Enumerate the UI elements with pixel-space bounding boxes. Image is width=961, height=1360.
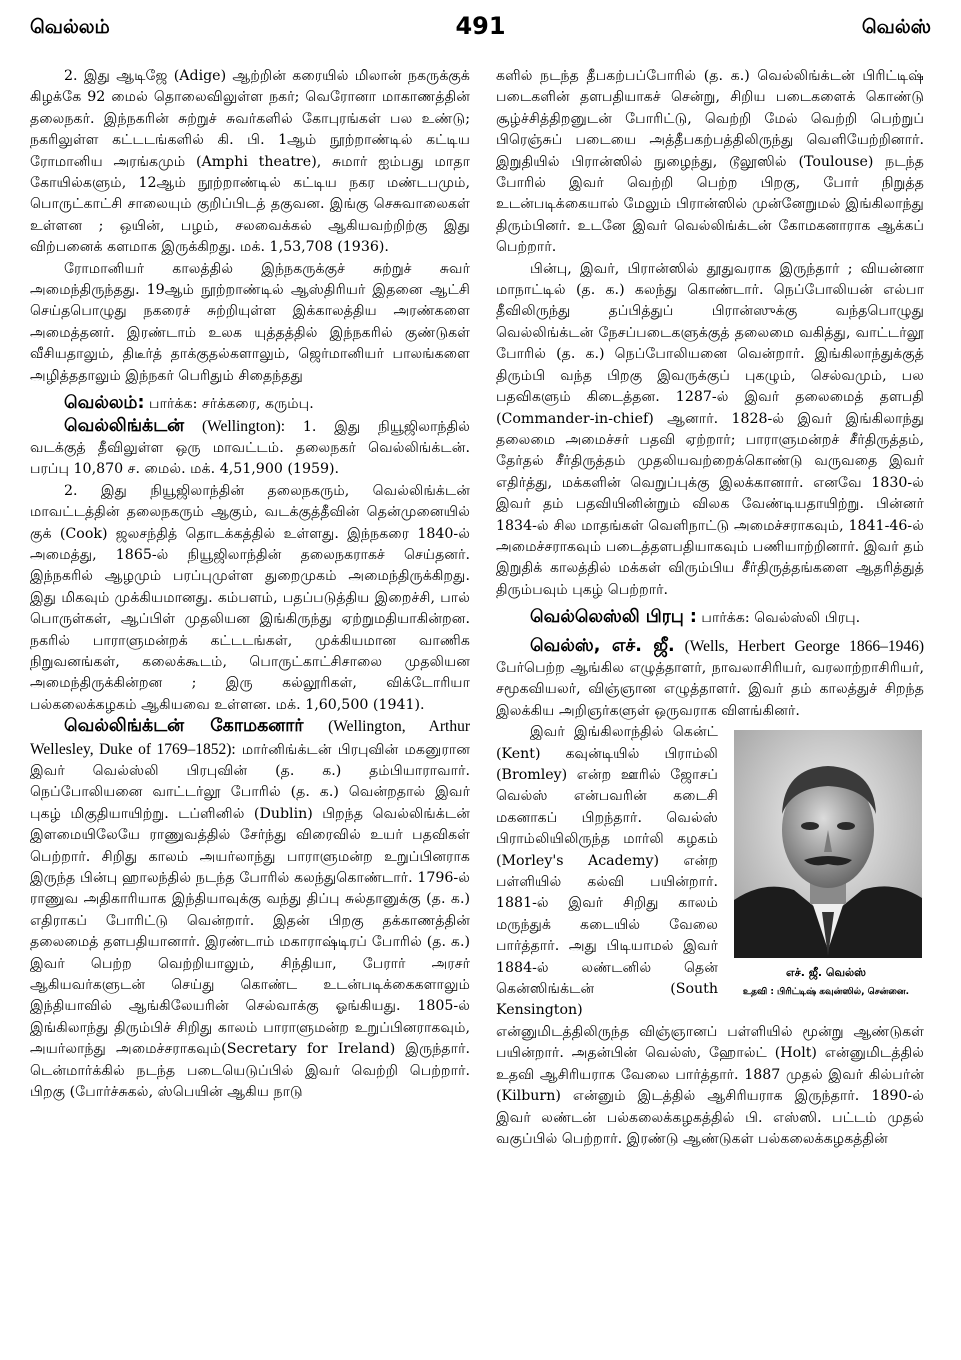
entry-vellam [30, 393, 470, 415]
paragraph-wells-biography: இவர் இங்கிலாந்தில் கென்ட் (Kent) கவுன்டியில் பிராம்லி (Bromley) என்ற ஊரில் ஜோசப் வெல்ஸ் என்பவரின் கடைசி மகனாகப் பிறந்தார். வெல்ஸ் பிராம்லியிலிருந்த மார்லி கழகம் (Morley's Academy) என்ற பள்ளியில் கல்வி பயின்றார். 1881-ல் இவர் சிறிது காலம் மருந்துக் கடையில் வேலை பார்த்தார். அது பிடியாமல் இவர் 1884-ல் லண்டனில் தென் கென்ஸிங்க்டன் (South Kensington) என்னுமிடத்திலிருந்த விஞ்ஞானப் பள்ளியில் மூன்று ஆண்டுகள் பயின்றார். அதன்பின் வெல்ஸ், ஹோல்ட் (Holt) என்னுமிடத்தில் உதவி ஆசிரியராக வேலை பார்த்தார். 1887 முதல் இவர் கில்பர்ன் (Kilburn) என்னும் இடத்தில் ஆசிரியராக இருந்தார். 1890-ல் இவர் லண்டன் பல்கலைக்கழகத்தில் பி. எஸ்ஸி. பட்டம் முதல் வகுப்பில் பெற்றார். இரண்டு ஆண்டுகள் பல்கலைக்கழகத்தின் [496, 724, 924, 1147]
running-head-left: வெல்லம் [30, 16, 110, 38]
headword-vellam: வெல்லம்: [64, 393, 145, 414]
headword-duke-of-wellington: வெல்லிங்க்டன் கோமகனார் [64, 716, 304, 737]
entry-wellesley-text: பார்க்க: வெல்ஸ்லி பிரபு. [701, 610, 861, 627]
headword-hg-wells-english: (Wells, Herbert George 1866–1946) [684, 637, 924, 655]
entry-duke-of-wellington [30, 716, 470, 1103]
portrait-caption: எச். ஜீ. வெல்ஸ் [786, 966, 866, 980]
running-head-right: வெல்ஸ் [861, 16, 931, 38]
entry-vellam-text: பார்க்க: சர்க்கரை, கரும்பு. [149, 396, 314, 413]
entry-wellesley [496, 607, 924, 629]
portrait-credit: உதவி : பிரிட்டிஷ் கவுன்ஸில், சென்னை. [742, 986, 910, 997]
paragraph-wellington-city: 2. இது நியூஜிலாந்தின் தலைநகரும், வெல்லிங்க்டன் மாவட்டத்தின் தலைநகரும் ஆகும், வடக்குத்தீவின் தென்முனையில் குக் (Cook) ஜலசந்தித் தொடக்கத்தில் உள்ளது. இந்நகரை 1840-ல் அமைத்து, 1865-ல் நியூஜிலாந்தின் தலைநகராகச் செய்தனர். இந்நகரில் ஆழமும் பரப்புமுள்ள துறைமுகம் அமைந்திருக்கிறது. இது மிகவும் முக்கியமானது. கம்பளம், பதப்படுத்திய இறைச்சி, பால் பொருள்கள், ஆப்பிள் முதலியன இங்கிருந்து ஏற்றுமதியாகின்றன. நகரில் பாராளுமன்றக் கட்டடங்கள், முக்கியமான வாணிக நிறுவனங்கள், கலைக்கூடம், பொருட்காட்சிசாலை முதலியன அமைந்திருக்கின்றன ; இரு கல்லூரிகள், விக்டோரியா பல்கலைக்கழகம் ஆகியவை உள்ளன. மக். 1,60,500 (1941). [30, 482, 470, 713]
left-column [30, 66, 470, 1104]
page-number: 491 [455, 12, 506, 40]
headword-wellington-english: (Wellington): [201, 417, 286, 435]
paragraph-peninsular-war: களில் நடந்த தீபகற்பப்போரில் (த. க.) வெல்லிங்க்டன் பிரிட்டிஷ் படைகளின் தளபதியாகச் சென்று, சிறிய படைகளைக் கொண்டு சூழ்ச்சித்திறனுடன் போரிட்டு, வெற்றி மேல் வெற்றி பெற்றுப் பிரெஞ்சுப் படையை அத்தீபகற்பத்திலிருந்து வெளியேற்றினார். இறுதியில் பிரான்ஸில் நுழைந்து, டூலூஸில் (Toulouse) நடந்த போரில் இவர் வெற்றி பெற்ற பிறகு, போர் நிறுத்த உடன்படிக்கையால் மேலும் பிரான்ஸில் முன்னேறுமல் இங்கிலாந்து திரும்பினர். உடனே இவர் வெல்லிங்க்டன் கோமகனாராக ஆக்கப் பெற்றார். [496, 68, 924, 256]
paragraph-wellington-later: பின்பு, இவர், பிரான்ஸில் தூதுவராக இருந்தார் ; வியன்னா மாநாட்டில் (த. க.) கலந்து கொண்டார். நெப்போலியன் எல்பா தீவிலிருந்து தப்பித்துப் பிரான்ஸுக்கு வந்தபொழுது வெல்லிங்க்டன் நேசப்படைகளுக்குத் தலைமை வகித்து, வாட்டர்லூ போரில் (த. க.) நெப்போலியனை வென்றார். இங்கிலாந்துக்குத் திரும்பி வந்த பிறகு இவருக்குப் புகழும், செல்வமும், பல பதவிகளும் கிடைத்தன. 1287-ல் இவர் தலைமைத் தளபதி (Commander-in-chief) ஆனார். 1828-ல் இவர் இங்கிலாந்து தலைமை அமைச்சர் பதவி ஏற்றார்; பாராளுமன்றச் சீர்திருத்தம், தேர்தல் சீர்திருத்தம் முதலியவற்றைக்கொண்டு வருவதை இவர் எதிர்த்து, மக்களின் வெறுப்புக்கு இலக்கானார். எனவே 1830-ல் இவர் தம் பதவியினின்றும் விலக வேண்டியதாயிற்று. பின்னர் 1834-ல் சில மாதங்கள் வெளிநாட்டு அமைச்சராகவும், 1841-46-ல் அமைச்சராகவும் படைத்தளபதியாகவும் பணியாற்றினார். இவர் தம் இறுதிக் காலத்தில் மக்கள் விரும்பிய சீர்திருத்தங்களை ஆதரித்துத் திரும்பவும் புகழ் பெற்றார். [496, 260, 924, 598]
portrait-photo [734, 730, 922, 958]
entry-wellington [30, 416, 470, 481]
headword-wellington: வெல்லிங்க்டன் [64, 415, 185, 436]
portrait-figure [728, 730, 924, 998]
entry-wellington-text: 1. இது நியூஜிலாந்தில் வடக்குத் தீவிலுள்ள ஒரு மாவட்டம். தலைநகர் வெல்லிங்க்டன். பரப்பு 10,870 ச. மைல். மக். 4,51,900 (1959). [30, 418, 471, 478]
entry-hg-wells-text: பேர்பெற்ற ஆங்கில எழுத்தாளர், நாவலாசிரியர், வரலாற்றாசிரியர், சமூகவியலர், விஞ்ஞான எழுத்தாளர். இவர் தம் காலத்துச் சிறந்த இலக்கிய அறிஞர்களுள் ஒருவராக விளங்கினர். [496, 659, 924, 719]
headword-duke-english: (Wellington, Arthur Wellesley, Duke of 1769–1852): [30, 718, 471, 758]
right-column [496, 66, 924, 1150]
headword-wellesley: வெல்லெஸ்லி பிரபு : [530, 607, 697, 628]
paragraph-verona: 2. இது ஆடிஜே (Adige) ஆற்றின் கரையில் மிலான் நகருக்குக் கிழக்கே 92 மைல் தொலைவிலுள்ள நகர்; வெரோனா மாகாணத்தின் தலைநகர். இந்நகரின் சுற்றுச் சுவர்களில் கோபுரங்கள் பல உண்டு; நகரிலுள்ள கட்டடங்களில் கி. பி. 1ஆம் நூற்றாண்டில் கட்டிய ரோமானிய அரங்கமும் (Amphi theatre), சுமார் ஐம்பது மாதா கோயில்களும், 12ஆம் நூற்றாண்டில் கட்டிய நகர மண்டபமும், பொருட்காட்சி சாலையும் குறிப்பிடத் தகுவன. இங்கு செசுவாலைகள் உள்ளன ; ஒயின், பழம், சலவைக்கல் ஆகியவற்றிற்கு இது விற்பனைக் களமாக இருக்கிறது. மக். 1,53,708 (1936). [30, 68, 470, 256]
paragraph-verona-history: ரோமானியர் காலத்தில் இந்நகருக்குச் சுற்றுச் சுவர் அமைந்திருந்தது. 19ஆம் நூற்றாண்டில் ஆஸ்திரியர் இதனை ஆட்சி செய்தபொழுது நகரைச் சுற்றியுள்ள இக்காலத்திய அரண்களை அமைத்தனர். இரண்டாம் உலக யுத்தத்தில் இந்நகரில் குண்டுகள் வீசியதாலும், திடீர்த் தாக்குதல்களாலும், ஜெர்மானியர் பாலங்களை அழித்ததாலும் இந்நகர் பெரிதும் சிதைந்தது [30, 260, 470, 384]
headword-hg-wells: வெல்ஸ், எச். ஜீ. [530, 635, 675, 656]
entry-duke-text: மார்னிங்க்டன் பிரபுவின் மகனுரான இவர் வெல்ஸ்லி பிரபுவின் (த. க.) தம்பியாராவார். நெப்போலியனை வாட்டர்லூ போரில் (த. க.) வென்றதால் இவர் புகழ் மிகுதியாயிற்று. டப்ளினில் (Dublin) பிறந்த வெல்லிங்க்டன் இளமையிலேயே ராணுவத்தில் சேர்ந்து விரைவில் உயர் பதவிகள் பெற்றார். சிறிது காலம் அயர்லாந்து பாராளுமன்ற உறுப்பினராக இருந்த பின்பு ஹாலந்தில் நடந்த போரில் கலந்துகொண்டார். 1796-ல் ராணுவ அதிகாரியாக இந்தியாவுக்கு வந்து திப்பு சுல்தானுக்கு (த. க.) எதிராகப் போரிட்டு வென்றார். இதன் பிறகு தக்காணத்தின் தலைமைத் தளபதியானார். இரண்டாம் மகாராஷ்டிரப் போரில் (த. க.) இவர் பெற்ற வெற்றியாலும், சிந்தியா, பேரார் அரசர் ஆகியவர்களுடன் செய்து கொண்ட உடன்படிக்கைகளாலும் இந்தியாவில் ஆங்கிலேயரின் செல்வாக்கு ஓங்கியது. 1805-ல் இங்கிலாந்து திரும்பிச் சிறிது காலம் பாராளுமன்ற உறுப்பினராகவும், அயர்லாந்து அமைச்சராகவும்(Secretary for Ireland) இருந்தார். டென்மார்க்கில் நடந்த படையெடுப்பில் இவர் வெற்றி பெற்றார். பிறகு (போர்ச்சுகல், ஸ்பெயின் ஆகிய நாடு [30, 741, 470, 1101]
entry-hg-wells [496, 636, 924, 723]
